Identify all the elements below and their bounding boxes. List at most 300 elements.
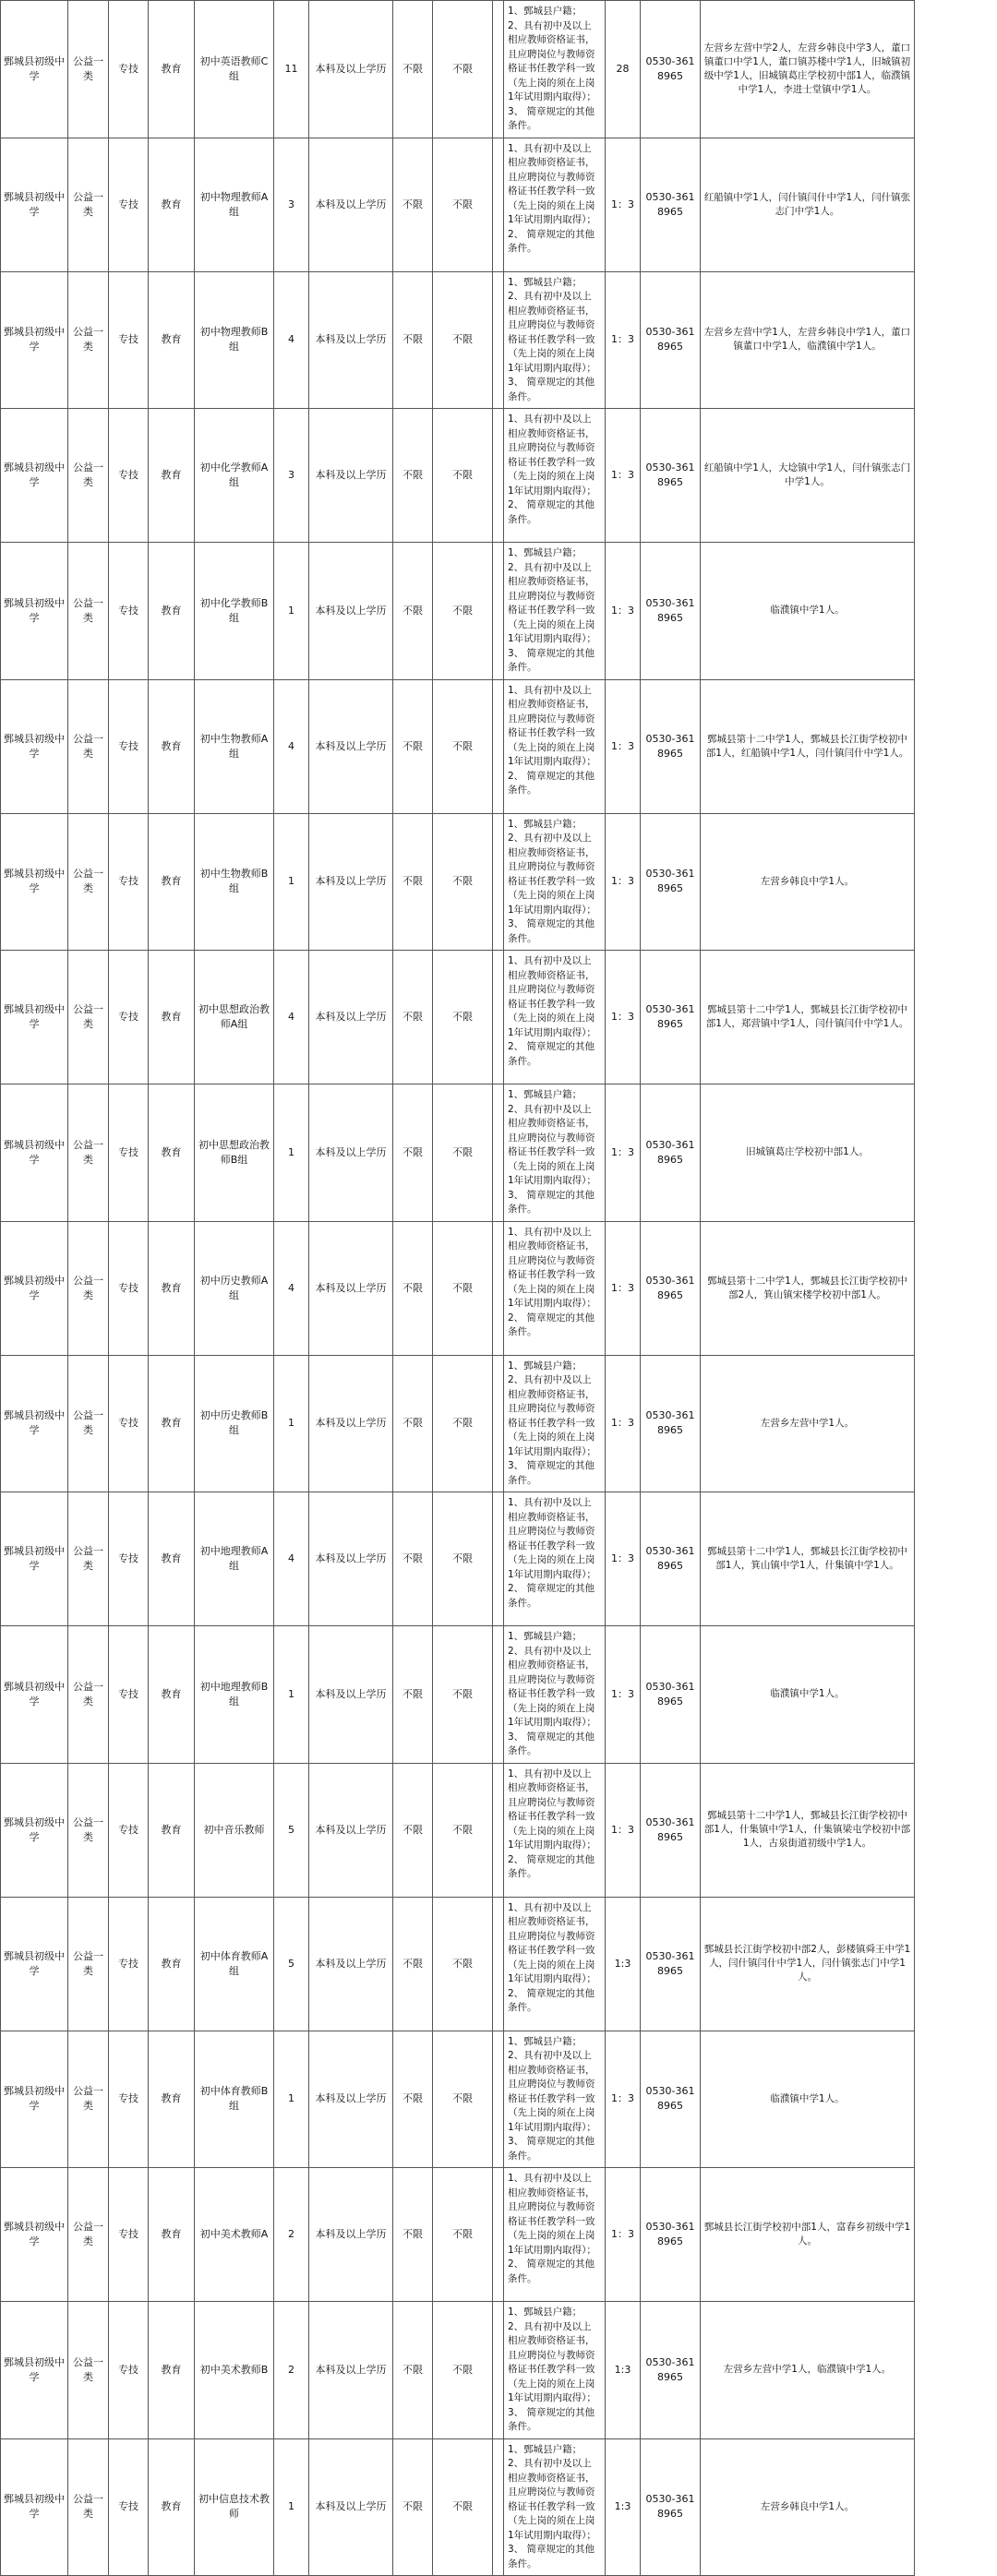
ratio-cell: 1:3 bbox=[606, 2302, 641, 2439]
note-cell: 鄄城县第十二中学1人，鄄城县长江街学校初中部2人，箕山镇宋楼学校初中部1人。 bbox=[701, 1221, 915, 1355]
category-cell: 公益一类 bbox=[68, 813, 109, 951]
post-name-cell: 初中生物教师A组 bbox=[195, 679, 274, 813]
post-level-cell: 教育 bbox=[149, 138, 195, 271]
category-cell: 公益一类 bbox=[68, 1763, 109, 1897]
note-cell: 旧城镇葛庄学校初中部1人。 bbox=[701, 1084, 915, 1222]
blank-cell bbox=[915, 138, 997, 271]
major-cell: 不限 bbox=[393, 951, 433, 1084]
major-cell: 不限 bbox=[393, 2168, 433, 2302]
post-level-cell: 教育 bbox=[149, 951, 195, 1084]
post-type-cell: 专技 bbox=[109, 2302, 149, 2439]
post-name-cell: 初中地理教师B组 bbox=[195, 1626, 274, 1764]
table-row bbox=[1, 1897, 997, 2031]
education-cell: 本科及以上学历 bbox=[309, 1626, 393, 1764]
conditions-cell: 1、鄄城县户籍； 2、具有初中及以上相应教师资格证书，且应聘岗位与教师资格证书任教学科一致（先上岗的须在上岗1年试用期内取得）； 3、 简章规定的其他条件。 bbox=[504, 813, 606, 951]
age-cell: 不限 bbox=[433, 679, 493, 813]
post-level-cell: 教育 bbox=[149, 679, 195, 813]
ratio-cell: 1：3 bbox=[606, 543, 641, 680]
table-row bbox=[1, 1, 997, 138]
education-cell: 本科及以上学历 bbox=[309, 1084, 393, 1222]
post-name-cell: 初中思想政治教师B组 bbox=[195, 1084, 274, 1222]
note-cell: 红船镇中学1人，大埝镇中学1人，闫什镇张志门中学1人。 bbox=[701, 409, 915, 543]
age-cell: 不限 bbox=[433, 1492, 493, 1626]
post-type-cell: 专技 bbox=[109, 1763, 149, 1897]
category-cell: 公益一类 bbox=[68, 2031, 109, 2168]
ratio-cell: 1：3 bbox=[606, 951, 641, 1084]
education-cell: 本科及以上学历 bbox=[309, 1492, 393, 1626]
headcount-cell: 4 bbox=[274, 679, 309, 813]
ratio-cell: 1：3 bbox=[606, 1492, 641, 1626]
ratio-cell: 1：3 bbox=[606, 1221, 641, 1355]
table-row bbox=[1, 2438, 997, 2576]
post-name-cell: 初中思想政治教师A组 bbox=[195, 951, 274, 1084]
blank-cell bbox=[915, 2302, 997, 2439]
major-cell: 不限 bbox=[393, 679, 433, 813]
spacer-cell bbox=[493, 813, 504, 951]
age-cell: 不限 bbox=[433, 1, 493, 138]
category-cell: 公益一类 bbox=[68, 1084, 109, 1222]
ratio-cell: 1：3 bbox=[606, 1355, 641, 1492]
age-cell: 不限 bbox=[433, 1763, 493, 1897]
blank-cell bbox=[915, 1897, 997, 2031]
age-cell: 不限 bbox=[433, 1355, 493, 1492]
category-cell: 公益一类 bbox=[68, 2168, 109, 2302]
blank-cell bbox=[915, 2438, 997, 2576]
post-level-cell: 教育 bbox=[149, 1492, 195, 1626]
category-cell: 公益一类 bbox=[68, 679, 109, 813]
unit-cell: 鄄城县初级中学 bbox=[1, 813, 68, 951]
table-row bbox=[1, 2302, 997, 2439]
blank-cell bbox=[915, 813, 997, 951]
conditions-cell: 1、具有初中及以上相应教师资格证书，且应聘岗位与教师资格证书任教学科一致（先上岗的须在上岗1年试用期内取得）； 2、 简章规定的其他条件。 bbox=[504, 1897, 606, 2031]
ratio-cell: 1：3 bbox=[606, 1763, 641, 1897]
major-cell: 不限 bbox=[393, 271, 433, 409]
table-body bbox=[1, 1, 997, 2576]
unit-cell: 鄄城县初级中学 bbox=[1, 1626, 68, 1764]
phone-cell: 0530-3618965 bbox=[641, 2438, 701, 2576]
spacer-cell bbox=[493, 2438, 504, 2576]
unit-cell: 鄄城县初级中学 bbox=[1, 409, 68, 543]
note-cell: 鄄城县第十二中学1人，鄄城县长江街学校初中部1人，什集镇中学1人，什集镇梁屯学校初中部1人，古泉街道初级中学1人。 bbox=[701, 1763, 915, 1897]
education-cell: 本科及以上学历 bbox=[309, 2438, 393, 2576]
note-cell: 临濮镇中学1人。 bbox=[701, 543, 915, 680]
category-cell: 公益一类 bbox=[68, 1492, 109, 1626]
phone-cell: 0530-3618965 bbox=[641, 1355, 701, 1492]
note-cell: 左营乡左营中学1人，左营乡韩良中学1人，董口镇董口中学1人，临濮镇中学1人。 bbox=[701, 271, 915, 409]
spacer-cell bbox=[493, 951, 504, 1084]
conditions-cell: 1、具有初中及以上相应教师资格证书，且应聘岗位与教师资格证书任教学科一致（先上岗的须在上岗1年试用期内取得）； 2、 简章规定的其他条件。 bbox=[504, 1221, 606, 1355]
post-type-cell: 专技 bbox=[109, 2168, 149, 2302]
major-cell: 不限 bbox=[393, 813, 433, 951]
major-cell: 不限 bbox=[393, 1, 433, 138]
post-name-cell: 初中美术教师B bbox=[195, 2302, 274, 2439]
unit-cell: 鄄城县初级中学 bbox=[1, 1355, 68, 1492]
phone-cell: 0530-3618965 bbox=[641, 1897, 701, 2031]
table-row bbox=[1, 951, 997, 1084]
category-cell: 公益一类 bbox=[68, 1221, 109, 1355]
blank-cell bbox=[915, 271, 997, 409]
note-cell: 左营乡韩良中学1人。 bbox=[701, 2438, 915, 2576]
note-cell: 临濮镇中学1人。 bbox=[701, 1626, 915, 1764]
post-name-cell: 初中化学教师B组 bbox=[195, 543, 274, 680]
major-cell: 不限 bbox=[393, 1221, 433, 1355]
spacer-cell bbox=[493, 271, 504, 409]
headcount-cell: 1 bbox=[274, 1084, 309, 1222]
headcount-cell: 2 bbox=[274, 2302, 309, 2439]
phone-cell: 0530-3618965 bbox=[641, 951, 701, 1084]
blank-cell bbox=[915, 1084, 997, 1222]
phone-cell: 0530-3618965 bbox=[641, 271, 701, 409]
post-name-cell: 初中体育教师B组 bbox=[195, 2031, 274, 2168]
education-cell: 本科及以上学历 bbox=[309, 1355, 393, 1492]
post-type-cell: 专技 bbox=[109, 271, 149, 409]
headcount-cell: 4 bbox=[274, 1492, 309, 1626]
note-cell: 鄄城县长江街学校初中部2人，彭楼镇舜王中学1人，闫什镇闫什中学1人，闫什镇张志门中学1人。 bbox=[701, 1897, 915, 2031]
post-level-cell: 教育 bbox=[149, 1897, 195, 2031]
age-cell: 不限 bbox=[433, 2438, 493, 2576]
category-cell: 公益一类 bbox=[68, 138, 109, 271]
post-name-cell: 初中物理教师B组 bbox=[195, 271, 274, 409]
post-level-cell: 教育 bbox=[149, 2031, 195, 2168]
post-type-cell: 专技 bbox=[109, 2031, 149, 2168]
education-cell: 本科及以上学历 bbox=[309, 2302, 393, 2439]
phone-cell: 0530-3618965 bbox=[641, 1084, 701, 1222]
headcount-cell: 5 bbox=[274, 1763, 309, 1897]
major-cell: 不限 bbox=[393, 138, 433, 271]
phone-cell: 0530-3618965 bbox=[641, 1763, 701, 1897]
headcount-cell: 1 bbox=[274, 2031, 309, 2168]
education-cell: 本科及以上学历 bbox=[309, 2031, 393, 2168]
major-cell: 不限 bbox=[393, 409, 433, 543]
age-cell: 不限 bbox=[433, 1626, 493, 1764]
education-cell: 本科及以上学历 bbox=[309, 271, 393, 409]
blank-cell bbox=[915, 951, 997, 1084]
education-cell: 本科及以上学历 bbox=[309, 138, 393, 271]
note-cell: 临濮镇中学1人。 bbox=[701, 2031, 915, 2168]
major-cell: 不限 bbox=[393, 2438, 433, 2576]
education-cell: 本科及以上学历 bbox=[309, 543, 393, 680]
unit-cell: 鄄城县初级中学 bbox=[1, 679, 68, 813]
post-name-cell: 初中英语教师C组 bbox=[195, 1, 274, 138]
post-name-cell: 初中历史教师B组 bbox=[195, 1355, 274, 1492]
post-type-cell: 专技 bbox=[109, 409, 149, 543]
table-row bbox=[1, 1221, 997, 1355]
unit-cell: 鄄城县初级中学 bbox=[1, 1, 68, 138]
phone-cell: 0530-3618965 bbox=[641, 2031, 701, 2168]
major-cell: 不限 bbox=[393, 2302, 433, 2439]
spacer-cell bbox=[493, 1626, 504, 1764]
blank-cell bbox=[915, 1492, 997, 1626]
age-cell: 不限 bbox=[433, 1897, 493, 2031]
spacer-cell bbox=[493, 1084, 504, 1222]
table-row bbox=[1, 679, 997, 813]
post-level-cell: 教育 bbox=[149, 2302, 195, 2439]
age-cell: 不限 bbox=[433, 951, 493, 1084]
conditions-cell: 1、具有初中及以上相应教师资格证书，且应聘岗位与教师资格证书任教学科一致（先上岗的须在上岗1年试用期内取得）； 2、 简章规定的其他条件。 bbox=[504, 409, 606, 543]
headcount-cell: 1 bbox=[274, 2438, 309, 2576]
table-row bbox=[1, 813, 997, 951]
table-row bbox=[1, 2031, 997, 2168]
post-type-cell: 专技 bbox=[109, 138, 149, 271]
headcount-cell: 1 bbox=[274, 1626, 309, 1764]
phone-cell: 0530-3618965 bbox=[641, 409, 701, 543]
education-cell: 本科及以上学历 bbox=[309, 951, 393, 1084]
post-type-cell: 专技 bbox=[109, 1355, 149, 1492]
post-type-cell: 专技 bbox=[109, 2438, 149, 2576]
blank-cell bbox=[915, 1626, 997, 1764]
education-cell: 本科及以上学历 bbox=[309, 1897, 393, 2031]
unit-cell: 鄄城县初级中学 bbox=[1, 1084, 68, 1222]
conditions-cell: 1、鄄城县户籍； 2、具有初中及以上相应教师资格证书，且应聘岗位与教师资格证书任教学科一致（先上岗的须在上岗1年试用期内取得）； 3、 简章规定的其他条件。 bbox=[504, 1626, 606, 1764]
post-level-cell: 教育 bbox=[149, 1763, 195, 1897]
major-cell: 不限 bbox=[393, 1763, 433, 1897]
spacer-cell bbox=[493, 1, 504, 138]
post-level-cell: 教育 bbox=[149, 1084, 195, 1222]
major-cell: 不限 bbox=[393, 1897, 433, 2031]
post-type-cell: 专技 bbox=[109, 1492, 149, 1626]
conditions-cell: 1、鄄城县户籍； 2、具有初中及以上相应教师资格证书，且应聘岗位与教师资格证书任教学科一致（先上岗的须在上岗1年试用期内取得）； 3、 简章规定的其他条件。 bbox=[504, 1084, 606, 1222]
unit-cell: 鄄城县初级中学 bbox=[1, 2302, 68, 2439]
table-row bbox=[1, 543, 997, 680]
note-cell: 左营乡韩良中学1人。 bbox=[701, 813, 915, 951]
blank-cell bbox=[915, 1, 997, 138]
major-cell: 不限 bbox=[393, 1355, 433, 1492]
headcount-cell: 2 bbox=[274, 2168, 309, 2302]
post-name-cell: 初中物理教师A组 bbox=[195, 138, 274, 271]
post-type-cell: 专技 bbox=[109, 1, 149, 138]
conditions-cell: 1、鄄城县户籍； 2、具有初中及以上相应教师资格证书，且应聘岗位与教师资格证书任教学科一致（先上岗的须在上岗1年试用期内取得）； 3、 简章规定的其他条件。 bbox=[504, 2031, 606, 2168]
education-cell: 本科及以上学历 bbox=[309, 1221, 393, 1355]
post-level-cell: 教育 bbox=[149, 1626, 195, 1764]
post-level-cell: 教育 bbox=[149, 2438, 195, 2576]
post-type-cell: 专技 bbox=[109, 679, 149, 813]
phone-cell: 0530-3618965 bbox=[641, 2302, 701, 2439]
unit-cell: 鄄城县初级中学 bbox=[1, 1897, 68, 2031]
age-cell: 不限 bbox=[433, 813, 493, 951]
spacer-cell bbox=[493, 1897, 504, 2031]
unit-cell: 鄄城县初级中学 bbox=[1, 951, 68, 1084]
table-row bbox=[1, 271, 997, 409]
post-name-cell: 初中地理教师A组 bbox=[195, 1492, 274, 1626]
major-cell: 不限 bbox=[393, 1084, 433, 1222]
phone-cell: 0530-3618965 bbox=[641, 2168, 701, 2302]
post-level-cell: 教育 bbox=[149, 1221, 195, 1355]
phone-cell: 0530-3618965 bbox=[641, 679, 701, 813]
major-cell: 不限 bbox=[393, 1492, 433, 1626]
age-cell: 不限 bbox=[433, 1221, 493, 1355]
post-level-cell: 教育 bbox=[149, 543, 195, 680]
unit-cell: 鄄城县初级中学 bbox=[1, 1492, 68, 1626]
note-cell: 鄄城县第十二中学1人，鄄城县长江街学校初中部1人，红船镇中学1人，闫什镇闫什中学1人。 bbox=[701, 679, 915, 813]
major-cell: 不限 bbox=[393, 2031, 433, 2168]
age-cell: 不限 bbox=[433, 409, 493, 543]
category-cell: 公益一类 bbox=[68, 543, 109, 680]
education-cell: 本科及以上学历 bbox=[309, 1763, 393, 1897]
education-cell: 本科及以上学历 bbox=[309, 679, 393, 813]
conditions-cell: 1、鄄城县户籍； 2、具有初中及以上相应教师资格证书，且应聘岗位与教师资格证书任教学科一致（先上岗的须在上岗1年试用期内取得）； 3、 简章规定的其他条件。 bbox=[504, 271, 606, 409]
post-level-cell: 教育 bbox=[149, 409, 195, 543]
unit-cell: 鄄城县初级中学 bbox=[1, 2438, 68, 2576]
post-type-cell: 专技 bbox=[109, 543, 149, 680]
education-cell: 本科及以上学历 bbox=[309, 2168, 393, 2302]
spacer-cell bbox=[493, 2302, 504, 2439]
spacer-cell bbox=[493, 1355, 504, 1492]
note-cell: 鄄城县第十二中学1人，鄄城县长江街学校初中部1人，郑营镇中学1人，闫什镇闫什中学1人。 bbox=[701, 951, 915, 1084]
table-row bbox=[1, 1084, 997, 1222]
note-cell: 鄄城县长江街学校初中部1人，富春乡初级中学1人。 bbox=[701, 2168, 915, 2302]
category-cell: 公益一类 bbox=[68, 1626, 109, 1764]
conditions-cell: 1、具有初中及以上相应教师资格证书，且应聘岗位与教师资格证书任教学科一致（先上岗的须在上岗1年试用期内取得）； 2、 简章规定的其他条件。 bbox=[504, 138, 606, 271]
education-cell: 本科及以上学历 bbox=[309, 1, 393, 138]
phone-cell: 0530-3618965 bbox=[641, 1, 701, 138]
ratio-cell: 1：3 bbox=[606, 813, 641, 951]
spacer-cell bbox=[493, 543, 504, 680]
post-name-cell: 初中历史教师A组 bbox=[195, 1221, 274, 1355]
ratio-cell: 1：3 bbox=[606, 409, 641, 543]
headcount-cell: 3 bbox=[274, 138, 309, 271]
note-cell: 左营乡左营中学1人。 bbox=[701, 1355, 915, 1492]
category-cell: 公益一类 bbox=[68, 409, 109, 543]
table-row bbox=[1, 1492, 997, 1626]
headcount-cell: 3 bbox=[274, 409, 309, 543]
unit-cell: 鄄城县初级中学 bbox=[1, 2031, 68, 2168]
headcount-cell: 4 bbox=[274, 951, 309, 1084]
spacer-cell bbox=[493, 2168, 504, 2302]
unit-cell: 鄄城县初级中学 bbox=[1, 138, 68, 271]
post-name-cell: 初中生物教师B组 bbox=[195, 813, 274, 951]
conditions-cell: 1、具有初中及以上相应教师资格证书，且应聘岗位与教师资格证书任教学科一致（先上岗的须在上岗1年试用期内取得）； 2、 简章规定的其他条件。 bbox=[504, 679, 606, 813]
education-cell: 本科及以上学历 bbox=[309, 813, 393, 951]
post-type-cell: 专技 bbox=[109, 951, 149, 1084]
post-level-cell: 教育 bbox=[149, 1, 195, 138]
spacer-cell bbox=[493, 679, 504, 813]
ratio-cell: 1：3 bbox=[606, 1084, 641, 1222]
category-cell: 公益一类 bbox=[68, 2302, 109, 2439]
blank-cell bbox=[915, 1355, 997, 1492]
ratio-cell: 1：3 bbox=[606, 138, 641, 271]
unit-cell: 鄄城县初级中学 bbox=[1, 543, 68, 680]
headcount-cell: 4 bbox=[274, 271, 309, 409]
category-cell: 公益一类 bbox=[68, 1, 109, 138]
conditions-cell: 1、鄄城县户籍； 2、具有初中及以上相应教师资格证书，且应聘岗位与教师资格证书任教学科一致（先上岗的须在上岗1年试用期内取得）； 3、 简章规定的其他条件。 bbox=[504, 2438, 606, 2576]
spacer-cell bbox=[493, 1221, 504, 1355]
conditions-cell: 1、鄄城县户籍； 2、具有初中及以上相应教师资格证书，且应聘岗位与教师资格证书任教学科一致（先上岗的须在上岗1年试用期内取得）； 3、 简章规定的其他条件。 bbox=[504, 1, 606, 138]
post-name-cell: 初中音乐教师 bbox=[195, 1763, 274, 1897]
unit-cell: 鄄城县初级中学 bbox=[1, 2168, 68, 2302]
post-type-cell: 专技 bbox=[109, 813, 149, 951]
ratio-cell: 1:3 bbox=[606, 1897, 641, 2031]
headcount-cell: 11 bbox=[274, 1, 309, 138]
spacer-cell bbox=[493, 1492, 504, 1626]
blank-cell bbox=[915, 2031, 997, 2168]
ratio-cell: 1：3 bbox=[606, 2031, 641, 2168]
ratio-cell: 1：3 bbox=[606, 1626, 641, 1764]
note-cell: 鄄城县第十二中学1人，鄄城县长江街学校初中部1人，箕山镇中学1人，什集镇中学1人。 bbox=[701, 1492, 915, 1626]
blank-cell bbox=[915, 1221, 997, 1355]
post-name-cell: 初中美术教师A bbox=[195, 2168, 274, 2302]
ratio-cell: 1:3 bbox=[606, 2438, 641, 2576]
table-row bbox=[1, 2168, 997, 2302]
table-row bbox=[1, 1763, 997, 1897]
conditions-cell: 1、具有初中及以上相应教师资格证书，且应聘岗位与教师资格证书任教学科一致（先上岗的须在上岗1年试用期内取得）； 2、 简章规定的其他条件。 bbox=[504, 1763, 606, 1897]
headcount-cell: 1 bbox=[274, 813, 309, 951]
age-cell: 不限 bbox=[433, 271, 493, 409]
headcount-cell: 1 bbox=[274, 1355, 309, 1492]
spacer-cell bbox=[493, 409, 504, 543]
spacer-cell bbox=[493, 138, 504, 271]
age-cell: 不限 bbox=[433, 1084, 493, 1222]
spacer-cell bbox=[493, 1763, 504, 1897]
conditions-cell: 1、鄄城县户籍； 2、具有初中及以上相应教师资格证书，且应聘岗位与教师资格证书任教学科一致（先上岗的须在上岗1年试用期内取得）； 3、 简章规定的其他条件。 bbox=[504, 1355, 606, 1492]
ratio-cell: 1：3 bbox=[606, 679, 641, 813]
note-cell: 左营乡左营中学2人，左营乡韩良中学3人，董口镇董口中学1人，董口镇苏楼中学1人，旧城镇初级中学1人，旧城镇葛庄学校初中部1人，临濮镇中学1人，李进士堂镇中学1人。 bbox=[701, 1, 915, 138]
blank-cell bbox=[915, 2168, 997, 2302]
headcount-cell: 5 bbox=[274, 1897, 309, 2031]
major-cell: 不限 bbox=[393, 543, 433, 680]
post-level-cell: 教育 bbox=[149, 813, 195, 951]
conditions-cell: 1、具有初中及以上相应教师资格证书，且应聘岗位与教师资格证书任教学科一致（先上岗的须在上岗1年试用期内取得）； 2、 简章规定的其他条件。 bbox=[504, 1492, 606, 1626]
unit-cell: 鄄城县初级中学 bbox=[1, 1221, 68, 1355]
post-type-cell: 专技 bbox=[109, 1084, 149, 1222]
major-cell: 不限 bbox=[393, 1626, 433, 1764]
phone-cell: 0530-3618965 bbox=[641, 543, 701, 680]
headcount-cell: 1 bbox=[274, 543, 309, 680]
post-level-cell: 教育 bbox=[149, 1355, 195, 1492]
blank-cell bbox=[915, 1763, 997, 1897]
conditions-cell: 1、具有初中及以上相应教师资格证书，且应聘岗位与教师资格证书任教学科一致（先上岗的须在上岗1年试用期内取得）； 2、 简章规定的其他条件。 bbox=[504, 2168, 606, 2302]
table-row bbox=[1, 1626, 997, 1764]
category-cell: 公益一类 bbox=[68, 1355, 109, 1492]
phone-cell: 0530-3618965 bbox=[641, 1221, 701, 1355]
ratio-cell: 28 bbox=[606, 1, 641, 138]
spacer-cell bbox=[493, 2031, 504, 2168]
table-row bbox=[1, 138, 997, 271]
blank-cell bbox=[915, 409, 997, 543]
age-cell: 不限 bbox=[433, 2031, 493, 2168]
phone-cell: 0530-3618965 bbox=[641, 1492, 701, 1626]
post-name-cell: 初中化学教师A组 bbox=[195, 409, 274, 543]
phone-cell: 0530-3618965 bbox=[641, 813, 701, 951]
education-cell: 本科及以上学历 bbox=[309, 409, 393, 543]
category-cell: 公益一类 bbox=[68, 1897, 109, 2031]
conditions-cell: 1、具有初中及以上相应教师资格证书，且应聘岗位与教师资格证书任教学科一致（先上岗的须在上岗1年试用期内取得）； 2、 简章规定的其他条件。 bbox=[504, 951, 606, 1084]
category-cell: 公益一类 bbox=[68, 2438, 109, 2576]
age-cell: 不限 bbox=[433, 138, 493, 271]
age-cell: 不限 bbox=[433, 2168, 493, 2302]
table-row bbox=[1, 1355, 997, 1492]
conditions-cell: 1、鄄城县户籍； 2、具有初中及以上相应教师资格证书，且应聘岗位与教师资格证书任教学科一致（先上岗的须在上岗1年试用期内取得）； 3、 简章规定的其他条件。 bbox=[504, 543, 606, 680]
blank-cell bbox=[915, 543, 997, 680]
post-type-cell: 专技 bbox=[109, 1897, 149, 2031]
unit-cell: 鄄城县初级中学 bbox=[1, 1763, 68, 1897]
category-cell: 公益一类 bbox=[68, 271, 109, 409]
age-cell: 不限 bbox=[433, 2302, 493, 2439]
blank-cell bbox=[915, 679, 997, 813]
headcount-cell: 4 bbox=[274, 1221, 309, 1355]
post-level-cell: 教育 bbox=[149, 2168, 195, 2302]
post-level-cell: 教育 bbox=[149, 271, 195, 409]
note-cell: 左营乡左营中学1人，临濮镇中学1人。 bbox=[701, 2302, 915, 2439]
phone-cell: 0530-3618965 bbox=[641, 1626, 701, 1764]
post-name-cell: 初中信息技术教师 bbox=[195, 2438, 274, 2576]
ratio-cell: 1：3 bbox=[606, 2168, 641, 2302]
category-cell: 公益一类 bbox=[68, 951, 109, 1084]
phone-cell: 0530-3618965 bbox=[641, 138, 701, 271]
table-row bbox=[1, 409, 997, 543]
unit-cell: 鄄城县初级中学 bbox=[1, 271, 68, 409]
conditions-cell: 1、鄄城县户籍； 2、具有初中及以上相应教师资格证书，且应聘岗位与教师资格证书任教学科一致（先上岗的须在上岗1年试用期内取得）； 3、 简章规定的其他条件。 bbox=[504, 2302, 606, 2439]
age-cell: 不限 bbox=[433, 543, 493, 680]
